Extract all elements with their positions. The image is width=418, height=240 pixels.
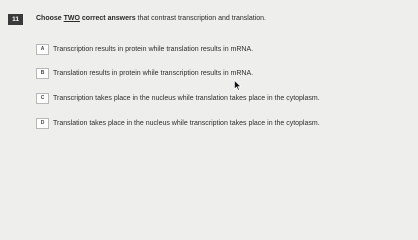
option-letter-a[interactable]: A [36,44,49,55]
prompt-rest: that contrast transcription and translation. [135,15,266,22]
option-letter-d[interactable]: D [36,118,49,129]
prompt-two: TWO [63,15,80,22]
option-a[interactable] [36,42,320,56]
option-d[interactable] [36,116,320,130]
question-prompt [36,15,266,22]
prompt-correct-answers: correct answers [79,15,136,22]
option-c[interactable] [36,91,320,105]
mouse-pointer-icon [234,80,242,91]
option-text-a[interactable]: Transcription results in protein while translation results in mRNA. [53,45,254,53]
question-number-badge: 11 [8,14,23,25]
option-text-b[interactable]: Translation results in protein while transcription results in mRNA. [53,69,254,77]
option-text-c[interactable]: Transcription takes place in the nucleus while translation takes place in the cytoplasm. [53,94,320,102]
option-letter-c[interactable]: C [36,93,49,104]
option-letter-b[interactable]: B [36,68,49,79]
answer-options [36,42,320,141]
option-text-d[interactable]: Translation takes place in the nucleus while transcription takes place in the cytoplasm. [53,119,320,127]
prompt-choose: Choose [36,15,64,22]
option-b[interactable] [36,66,320,80]
